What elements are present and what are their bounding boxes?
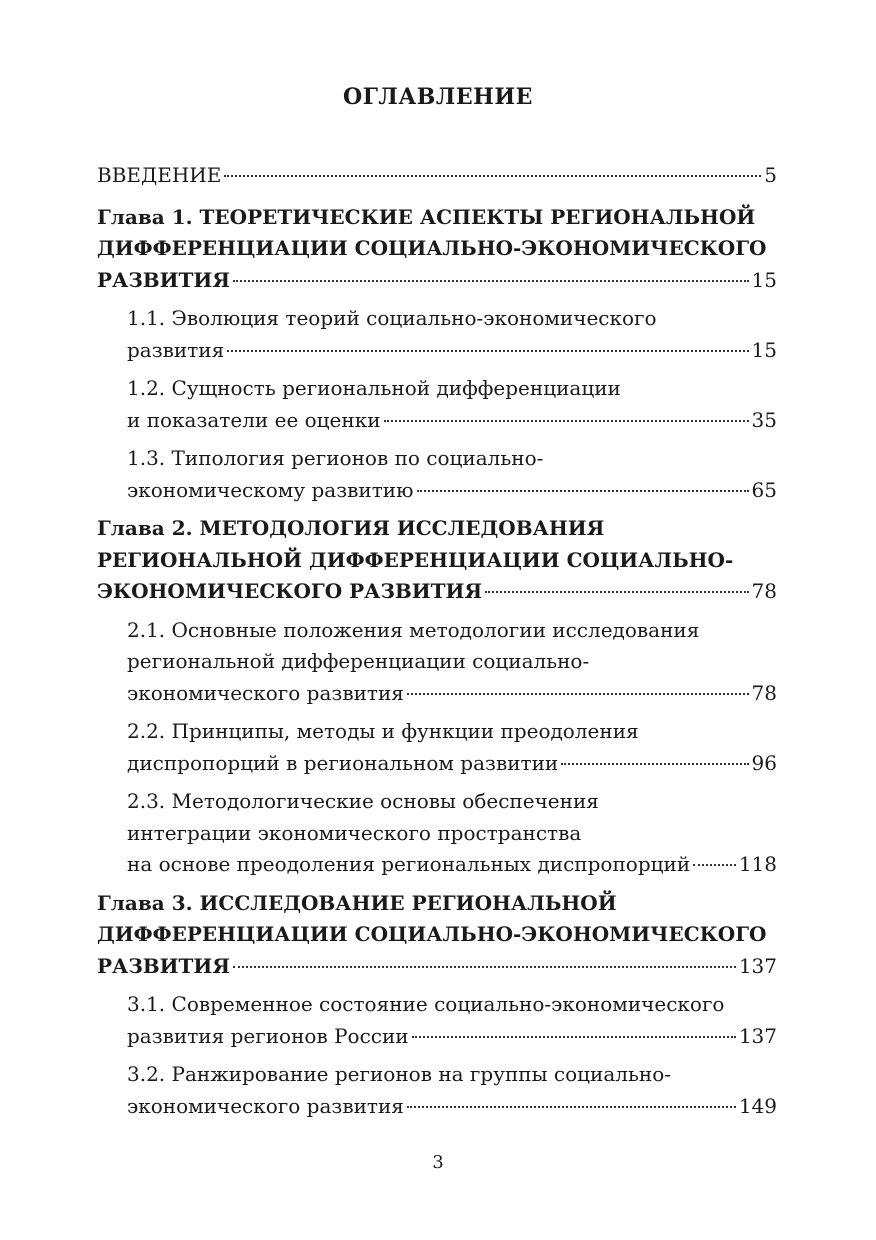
toc-page-number: 65 [751,477,777,502]
toc-page-number: 149 [738,1093,777,1118]
toc-page-number: 15 [751,337,777,362]
toc-entry-text-line: 2.3. Методологические основы обеспечения [127,789,599,813]
toc-entry-text-line: на основе преодоления региональных диспропорций [127,852,691,876]
dot-leader [407,1106,736,1108]
toc-entry-final-line [127,475,777,507]
toc-entry-text-line: ЭКОНОМИЧЕСКОГО РАЗВИТИЯ [97,579,483,603]
dot-leader [384,420,749,422]
toc-entry-text-line: РЕГИОНАЛЬНОЙ ДИФФЕРЕНЦИАЦИИ СОЦИАЛЬНО- [97,547,734,572]
toc-entry-text-line: экономического развития [127,680,404,705]
toc-entry-text-line: ВВЕДЕНИЕ [97,163,222,187]
dot-leader [412,1036,736,1038]
toc-section-entry[interactable] [97,615,777,710]
toc-page-number: 96 [751,750,777,775]
dot-leader [561,763,748,765]
toc-entry-text-line: РАЗВИТИЯ [97,953,230,978]
dot-leader [233,280,749,282]
toc-page-number: 5 [764,163,777,187]
toc-page-number: 15 [751,267,777,292]
page-number: 3 [432,1152,444,1173]
toc-entry-text-line: ДИФФЕРЕНЦИАЦИИ СОЦИАЛЬНО-ЭКОНОМИЧЕСКОГО [97,236,767,260]
toc-entry-text-line: экономическому развитию [127,477,414,502]
toc-chapter-entry[interactable] [97,202,777,297]
toc-entry-text-line: интеграции экономического пространства [127,820,582,845]
toc-entry-final-line [127,1021,777,1053]
dot-leader [417,490,749,492]
toc-chapter-entry[interactable] [97,513,777,608]
toc-entry-text-line: Глава 1. ТЕОРЕТИЧЕСКИЕ АСПЕКТЫ РЕГИОНАЛЬНОЙ [97,204,756,229]
dot-leader [224,175,761,177]
toc-entry-text-line: диспропорций в региональном развитии [127,750,559,775]
toc-section-entry[interactable] [97,303,777,366]
toc-page-number: 78 [751,680,777,705]
toc-entry-final-line [97,160,777,192]
toc-entry-final-line [97,265,777,297]
toc-page-number: 78 [751,579,777,603]
toc-entry-text-line: 1.2. Сущность региональной дифференциации [127,376,621,400]
toc-intro-entry[interactable] [97,160,777,192]
toc-section-entry[interactable] [97,1059,777,1122]
toc-section-entry[interactable] [97,373,777,436]
toc-entry-final-line [97,951,777,983]
toc-page-number: 35 [751,407,777,432]
toc-page-number: 118 [738,852,777,876]
toc-entry-text-line: 2.1. Основные положения методологии исследования [127,617,700,642]
toc-page-number: 137 [738,1023,777,1048]
toc-entry-text-line: Глава 3. ИССЛЕДОВАНИЕ РЕГИОНАЛЬНОЙ [97,890,617,915]
toc-entry-final-line [127,678,777,710]
toc-page-number: 137 [738,953,777,978]
toc-entry-text-line: 3.2. Ранжирование регионов на группы социально- [127,1062,671,1086]
dot-leader [233,966,736,968]
dot-leader [485,591,748,593]
toc-entry-final-line [127,748,777,780]
toc-section-entry[interactable] [97,989,777,1052]
toc-entry-text-line: 3.1. Современное состояние социально-экономического [127,992,725,1016]
toc-entry-text-line: 1.1. Эволюция теорий социально-экономического [127,306,657,330]
dot-leader [227,350,748,352]
dot-leader [693,864,736,866]
toc-entry-text-line: ДИФФЕРЕНЦИАЦИИ СОЦИАЛЬНО-ЭКОНОМИЧЕСКОГО [97,922,767,946]
toc-entry-final-line [97,576,777,608]
toc-entry-text-line: Глава 2. МЕТОДОЛОГИЯ ИССЛЕДОВАНИЯ [97,516,605,540]
toc-title: ОГЛАВЛЕНИЕ [343,84,533,110]
toc-section-entry[interactable] [97,786,777,881]
toc-entry-text-line: 1.3. Типология регионов по социально- [127,446,544,470]
table-of-contents [97,160,777,1129]
dot-leader [407,693,749,695]
toc-entry-final-line [127,849,777,881]
toc-entry-final-line [127,335,777,367]
toc-section-entry[interactable] [97,716,777,779]
toc-entry-text-line: экономического развития [127,1093,404,1118]
toc-entry-text-line: и показатели ее оценки [127,407,381,432]
toc-entry-text-line: развития [127,337,225,362]
toc-entry-final-line [127,1091,777,1123]
toc-entry-text-line: РАЗВИТИЯ [97,267,230,292]
toc-entry-final-line [127,405,777,437]
toc-entry-text-line: развития регионов России [127,1023,409,1048]
toc-section-entry[interactable] [97,443,777,506]
toc-entry-text-line: региональной дифференциации социально- [127,649,590,673]
toc-chapter-entry[interactable] [97,888,777,983]
toc-entry-text-line: 2.2. Принципы, методы и функции преодоления [127,719,639,743]
